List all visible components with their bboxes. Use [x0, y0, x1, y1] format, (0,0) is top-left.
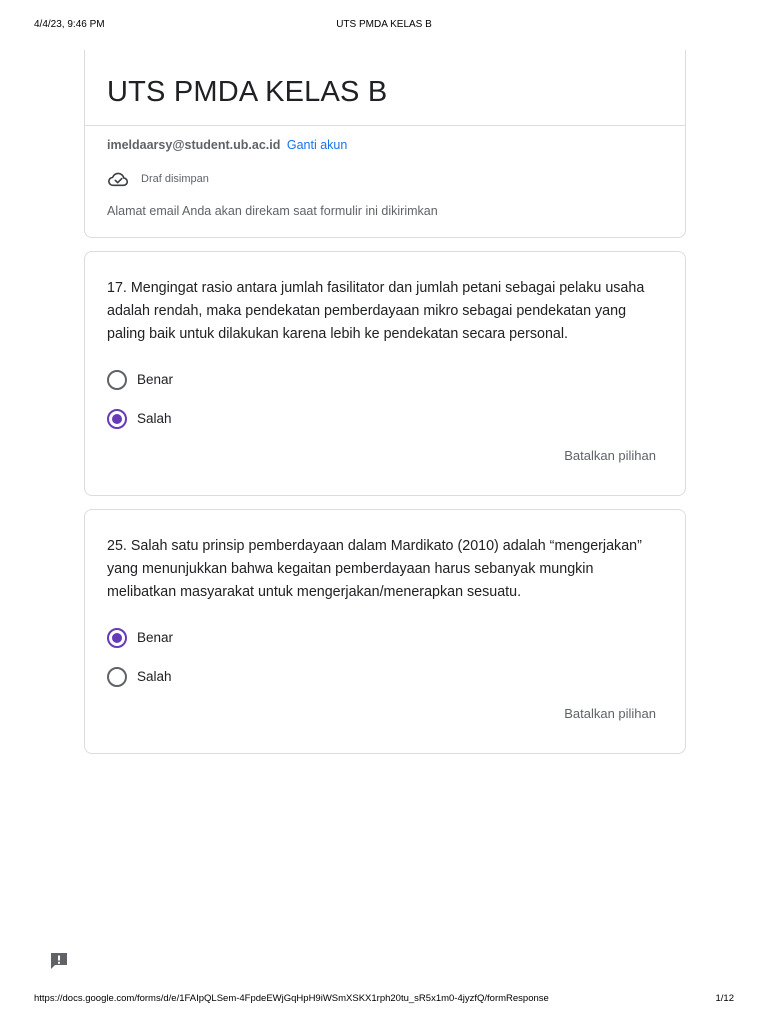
option-label: Benar — [137, 630, 174, 645]
switch-account-link[interactable]: Ganti akun — [286, 138, 348, 152]
radio-button[interactable] — [107, 370, 127, 390]
email-note: Alamat email Anda akan direkam saat formulir ini dikirimkan — [107, 204, 438, 218]
account-email: imeldaarsy@student.ub.ac.id — [107, 138, 281, 152]
question-card-17 — [84, 251, 686, 496]
option-label: Salah — [137, 411, 172, 426]
clear-selection-button[interactable]: Batalkan pilihan — [564, 706, 656, 721]
draft-status-text: Draf disimpan — [141, 173, 209, 185]
print-doc-title: UTS PMDA KELAS B — [336, 19, 432, 30]
header-divider — [85, 125, 685, 126]
question-card-25 — [84, 509, 686, 754]
cloud-check-icon — [107, 170, 129, 188]
question-text: 17. Mengingat rasio antara jumlah fasilitator dan jumlah petani sebagai pelaku usaha adalah rendah, maka pendekatan pemberdayaan mikro sebagai pendekatan yang paling baik untuk dilakukan karena lebih ke pendekatan secara personal. — [107, 280, 645, 342]
form-header-card — [84, 50, 686, 238]
option-label: Salah — [137, 669, 172, 684]
radio-button-selected[interactable] — [107, 409, 127, 429]
account-line — [107, 138, 347, 152]
clear-selection-button[interactable]: Batalkan pilihan — [564, 448, 656, 463]
print-header — [34, 19, 734, 33]
option-label: Benar — [137, 372, 174, 387]
radio-button-selected[interactable] — [107, 628, 127, 648]
radio-button[interactable] — [107, 667, 127, 687]
print-footer — [34, 993, 734, 1007]
print-datetime: 4/4/23, 9:46 PM — [34, 19, 105, 30]
form-title: UTS PMDA KELAS B — [107, 76, 388, 108]
print-page-number: 1/12 — [715, 993, 734, 1004]
question-text: 25. Salah satu prinsip pemberdayaan dalam Mardikato (2010) adalah “mengerjakan” yang menunjukkan bahwa kegaitan pemberdayaan harus sebanyak mungkin melibatkan masyarakat untuk mengerjakan/menerapkan sesuatu. — [107, 538, 642, 600]
print-url: https://docs.google.com/forms/d/e/1FAIpQLSem-4FpdeEWjGqHpH9iWSmXSKX1rph20tu_sR5x1m0-4jyzfQ/formResponse — [34, 993, 549, 1004]
feedback-icon[interactable] — [49, 951, 69, 971]
